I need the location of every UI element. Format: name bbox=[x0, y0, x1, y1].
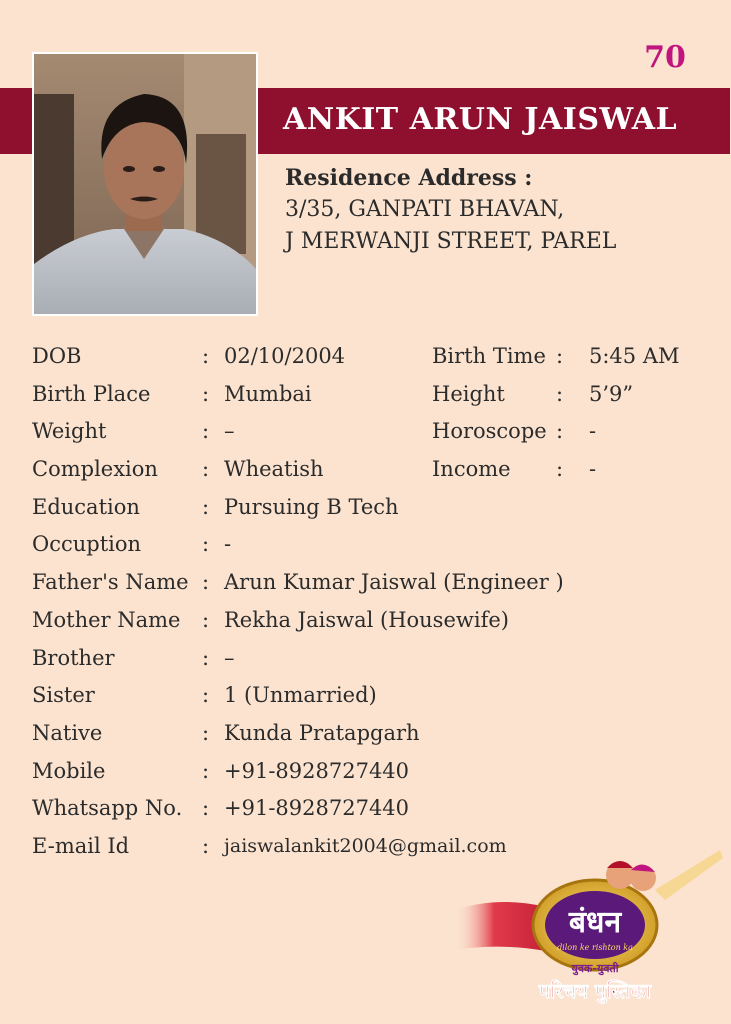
detail-label-secondary: Horoscope bbox=[432, 419, 547, 444]
logo-tagline: dilon ke rishton ka bbox=[557, 943, 633, 952]
detail-label: Mother Name bbox=[32, 607, 181, 632]
details-list bbox=[32, 338, 712, 866]
detail-label: Brother bbox=[32, 645, 115, 670]
detail-separator: : bbox=[202, 720, 210, 745]
detail-value: Pursuing B Tech bbox=[224, 494, 399, 519]
detail-row bbox=[32, 489, 712, 527]
detail-value: – bbox=[224, 645, 235, 670]
detail-label: Mobile bbox=[32, 758, 106, 783]
logo-sub1: युवक-युवती bbox=[571, 962, 619, 975]
detail-separator: : bbox=[202, 683, 210, 708]
detail-separator: : bbox=[556, 344, 564, 368]
detail-value: Mumbai bbox=[224, 381, 312, 406]
detail-row bbox=[32, 376, 712, 414]
detail-label: Weight bbox=[32, 419, 107, 444]
detail-separator: : bbox=[202, 457, 210, 482]
detail-row bbox=[32, 602, 712, 640]
address-label: Residence Address : bbox=[285, 165, 533, 191]
left-accent-band bbox=[0, 88, 32, 154]
bandhan-logo bbox=[455, 850, 725, 1015]
detail-value: 02/10/2004 bbox=[224, 344, 346, 368]
detail-value: jaiswalankit2004@gmail.com bbox=[224, 834, 507, 857]
detail-separator: : bbox=[202, 607, 210, 632]
logo-sub2: परिचय पुस्तिका bbox=[538, 979, 652, 1003]
detail-separator: : bbox=[202, 381, 210, 406]
detail-label: Whatsapp No. bbox=[32, 796, 183, 821]
logo-title: बंधन bbox=[568, 905, 622, 940]
detail-value: +91-8928727440 bbox=[224, 796, 410, 821]
detail-row bbox=[32, 564, 712, 602]
detail-label: E-mail Id bbox=[32, 833, 130, 858]
detail-separator: : bbox=[556, 419, 564, 444]
detail-separator: : bbox=[202, 532, 210, 557]
detail-label-secondary: Height bbox=[432, 381, 505, 406]
detail-label: Father's Name bbox=[32, 570, 189, 595]
detail-value: Rekha Jaiswal (Housewife) bbox=[224, 607, 509, 632]
residence-address bbox=[285, 162, 715, 258]
detail-value: - bbox=[224, 532, 232, 557]
detail-value: Wheatish bbox=[224, 457, 324, 482]
detail-separator: : bbox=[202, 419, 210, 444]
detail-value: Kunda Pratapgarh bbox=[224, 720, 420, 745]
page-number: 70 bbox=[644, 40, 686, 75]
detail-row bbox=[32, 451, 712, 489]
address-line-2: J MERWANJI STREET, PAREL bbox=[285, 229, 617, 254]
detail-label: Occuption bbox=[32, 532, 142, 557]
detail-separator: : bbox=[202, 833, 210, 858]
detail-value: Arun Kumar Jaiswal (Engineer ) bbox=[224, 570, 564, 595]
detail-row bbox=[32, 753, 712, 791]
detail-value: 1 (Unmarried) bbox=[224, 683, 377, 708]
name-banner bbox=[257, 88, 730, 154]
detail-separator: : bbox=[202, 570, 210, 595]
profile-photo bbox=[32, 52, 258, 316]
address-line-1: 3/35, GANPATI BHAVAN, bbox=[285, 197, 565, 222]
detail-value: +91-8928727440 bbox=[224, 758, 410, 783]
detail-separator: : bbox=[202, 796, 210, 821]
detail-row bbox=[32, 715, 712, 753]
detail-row bbox=[32, 790, 712, 828]
detail-label: Complexion bbox=[32, 457, 158, 482]
detail-label: Education bbox=[32, 494, 140, 519]
detail-row bbox=[32, 677, 712, 715]
detail-value-secondary: 5:45 AM bbox=[589, 344, 680, 368]
detail-value-secondary: 5’9” bbox=[589, 381, 634, 406]
detail-separator: : bbox=[556, 381, 564, 406]
detail-label: Native bbox=[32, 720, 103, 745]
detail-row bbox=[32, 640, 712, 678]
detail-value: – bbox=[224, 419, 235, 444]
detail-label: DOB bbox=[32, 344, 82, 368]
detail-row bbox=[32, 413, 712, 451]
detail-separator: : bbox=[202, 645, 210, 670]
detail-separator: : bbox=[202, 758, 210, 783]
detail-separator: : bbox=[202, 494, 210, 519]
detail-separator: : bbox=[202, 344, 210, 368]
detail-separator: : bbox=[556, 457, 564, 482]
detail-label-secondary: Income bbox=[432, 457, 511, 482]
detail-label: Sister bbox=[32, 683, 95, 708]
detail-value-secondary: - bbox=[589, 419, 597, 444]
detail-label: Birth Place bbox=[32, 381, 151, 406]
person-name: ANKIT ARUN JAISWAL bbox=[283, 102, 678, 137]
detail-label-secondary: Birth Time bbox=[432, 344, 546, 368]
detail-row bbox=[32, 338, 712, 376]
detail-row bbox=[32, 526, 712, 564]
detail-value-secondary: - bbox=[589, 457, 597, 482]
